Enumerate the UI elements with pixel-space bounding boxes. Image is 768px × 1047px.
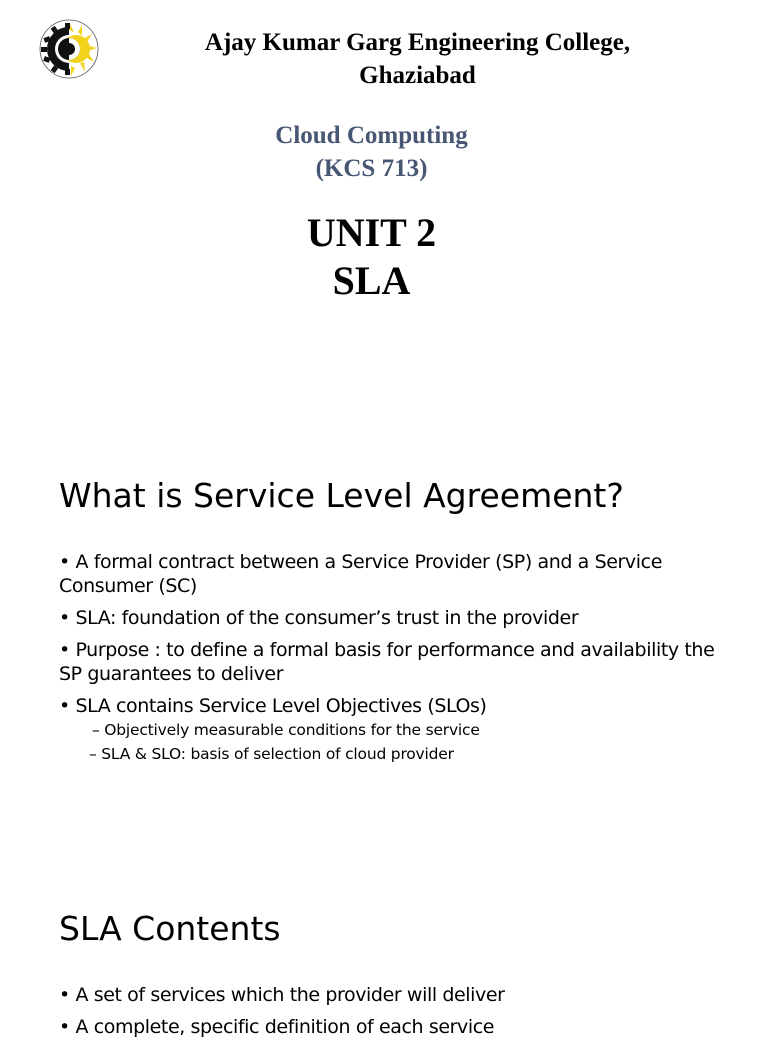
college-name-line1: Ajay Kumar Garg Engineering College, [204, 29, 631, 56]
list-item: • Purpose : to define a formal basis for performance and availability the SP guarantees to deliver [59, 638, 729, 686]
sub-list-item: – Objectively measurable conditions for the service [59, 718, 729, 742]
course-name: Cloud Computing [275, 122, 468, 149]
list-item: • SLA contains Service Level Objectives (SLOs) [59, 694, 729, 718]
bullet-list [59, 983, 729, 1047]
slide-title: SLA Contents [59, 909, 281, 948]
list-item: • A set of services which the provider will deliver [59, 983, 729, 1007]
list-item: • A complete, specific definition of each service [59, 1015, 729, 1039]
unit-topic: SLA [332, 258, 411, 303]
list-item: • A formal contract between a Service Provider (SP) and a Service Consumer (SC) [59, 550, 729, 598]
sub-list-item: – SLA & SLO: basis of selection of cloud provider [59, 742, 729, 766]
list-item: • SLA: foundation of the consumer’s trust in the provider [59, 606, 729, 630]
unit-number: UNIT 2 [306, 210, 437, 255]
slide-title: What is Service Level Agreement? [59, 476, 624, 515]
course-code: (KCS 713) [315, 155, 428, 182]
college-name-line2: Ghaziabad [359, 62, 476, 89]
